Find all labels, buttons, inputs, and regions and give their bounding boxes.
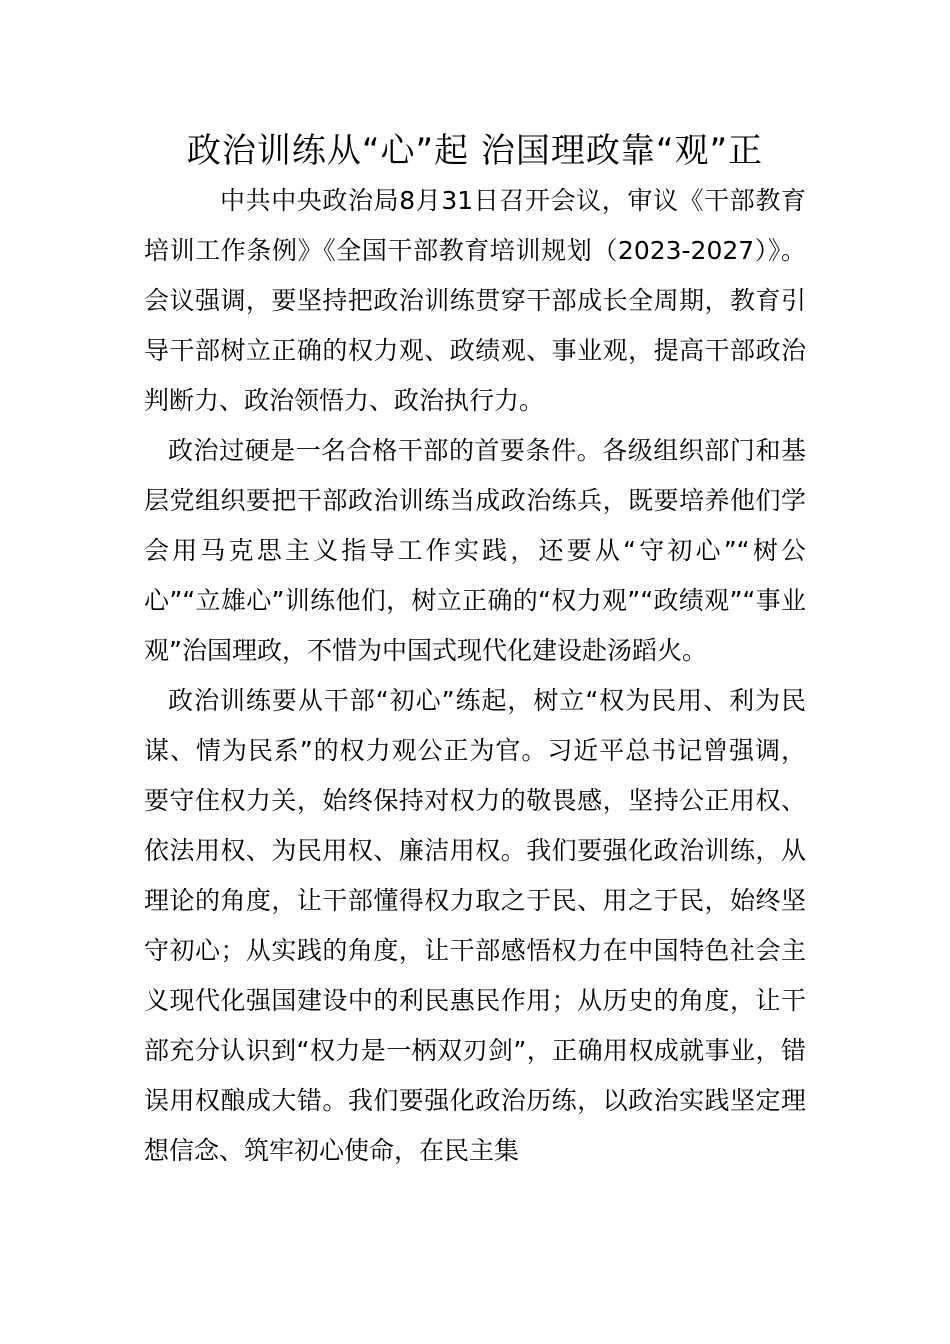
paragraph-3: 政治训练要从干部“初心”练起，树立“权为民用、利为民谋、情为民系”的权力观公正为官。习近平总书记曾强调，要守住权力关，始终保持对权力的敬畏感，坚持公正用权、依法用权、为民用权、廉洁用权。我们要强化政治训练，从理论的角度，让干部懂得权力取之于民、用之于民，始终坚守初心；从实践的角度，让干部感悟权力在中国特色社会主义现代化强国建设中的利民惠民作用；从历史的角度，让干部充分认识到“权力是一柄双刃剑”，正确用权成就事业，错误用权酿成大错。我们要强化政治历练，以政治实践坚定理想信念、筑牢初心使命，在民主集	[144, 686, 806, 1165]
paragraph-1: 中共中央政治局8月31日召开会议，审议《干部教育培训工作条例》《全国干部教育培训规划（2023-2027）》。会议强调，要坚持把政治训练贯穿干部成长全周期，教育引导干部树立正确的权力观、政绩观、事业观，提高干部政治判断力、政治领悟力、政治执行力。	[144, 186, 806, 415]
paragraph-2: 政治过硬是一名合格干部的首要条件。各级组织部门和基层党组织要把干部政治训练当成政治练兵，既要培养他们学会用马克思主义指导工作实践，还要从“守初心”“树公心”“立雄心”训练他们，树立正确的“权力观”“政绩观”“事业观”治国理政，不惜为中国式现代化建设赴汤蹈火。	[144, 436, 806, 665]
document-body	[144, 176, 806, 1176]
document-title: 政治训练从“心”起 治国理政靠“观”正	[186, 131, 764, 171]
